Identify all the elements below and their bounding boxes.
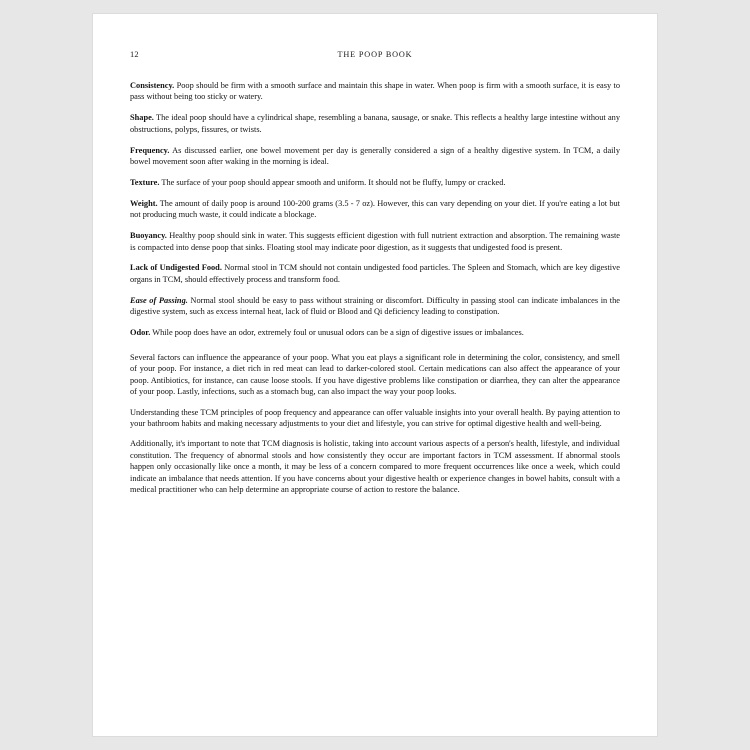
paragraph-holistic-diagnosis	[130, 438, 620, 495]
paragraph-lead-in: Buoyancy.	[130, 231, 167, 241]
paragraph-buoyancy	[130, 230, 620, 253]
page-number: 12	[130, 50, 139, 59]
paragraph-body: The surface of your poop should appear smooth and uniform. It should not be fluffy, lumpy or cracked.	[159, 177, 506, 187]
paragraph-frequency	[130, 145, 620, 168]
paragraph-lead-in: Frequency.	[130, 145, 170, 155]
paragraph-odor	[130, 327, 620, 338]
paragraph-shape	[130, 112, 620, 135]
paragraph-texture	[130, 177, 620, 188]
paragraph-lead-in: Consistency.	[130, 81, 175, 90]
paragraph-lead-in: Odor.	[130, 328, 151, 338]
paragraph-body: Normal stool in TCM should not contain undigested food particles. The Spleen and Stomach, which are key digestive organs in TCM, should effectively process and transform food.	[130, 263, 620, 284]
paragraph-body: As discussed earlier, one bowel movement per day is generally considered a sign of a healthy digestive system. In TCM, a daily bowel movement soon after waking in the morning is ideal.	[130, 145, 620, 167]
paragraph-lead-in: Weight.	[130, 198, 158, 208]
paragraph-lead-in: Texture.	[130, 177, 160, 187]
paragraph-weight	[130, 198, 620, 221]
paragraph-body: While poop does have an odor, extremely foul or unusual odors can be a sign of digestive issues or imbalances.	[150, 328, 524, 338]
paragraph-body: Healthy poop should sink in water. This suggests efficient digestion with full nutrient extraction and absorption. The remaining waste is compacted into dense poop that sinks. Floating stool may indicate poor digestion, as it suggests that undigested food is present.	[130, 231, 620, 252]
paragraph-lead-in: Ease of Passing.	[130, 295, 188, 305]
paragraph-body: Normal stool should be easy to pass without straining or discomfort. Difficulty in passing stool can indicate imbalances in the digestive system, such as excess internal heat, lack of fluid or Blood and Qi deficiency leading to constipation.	[130, 295, 620, 317]
paragraph-ease-of-passing	[130, 295, 620, 318]
paragraph-body: Several factors can influence the appearance of your poop. What you eat plays a significant role in determining the color, consistency, and smell of your poop. For instance, a diet rich in red meat can lead to darker-colored stool. Certain medications can also affect the appearance of your poop. Antibiotics, for instance, can cause loose stools. If you have digestive problems like constipation or diarrhea, they can alter the appearance of your poop. Lastly, infections, such as a stomach bug, can also impact the way your poop looks.	[130, 353, 620, 397]
paragraph-lack-of-undigested-food	[130, 262, 620, 285]
paragraph-influencing-factors	[130, 352, 620, 398]
book-title-header: THE POOP BOOK	[337, 50, 413, 59]
paragraph-body: The ideal poop should have a cylindrical shape, resembling a banana, sausage, or snake. This reflects a healthy large intestine without any obstructions, polyps, fissures, or twists.	[130, 113, 620, 134]
page-content-area	[130, 50, 620, 706]
paragraph-lead-in: Shape.	[130, 113, 154, 123]
paragraph-understanding-tcm	[130, 407, 620, 430]
paragraph-body: Poop should be firm with a smooth surface and maintain this shape in water. When poop is firm with a smooth surface, it is easy to pass without being too sticky or watery.	[130, 81, 620, 102]
running-header	[130, 50, 620, 72]
paragraph-body: The amount of daily poop is around 100-200 grams (3.5 - 7 oz). However, this can vary depending on your diet. If you're eating a lot but not producing much waste, it could indicate a blockage.	[130, 198, 620, 220]
paragraph-consistency	[130, 80, 620, 103]
body-text-column	[130, 80, 620, 495]
book-page	[93, 14, 657, 736]
paragraph-body: Understanding these TCM principles of poop frequency and appearance can offer valuable insights into your overall health. By paying attention to your bathroom habits and making necessary adjustments to your diet and lifestyle, you can strive for optimal digestive health and well-being.	[130, 407, 620, 429]
paragraph-lead-in: Lack of Undigested Food.	[130, 263, 222, 273]
paragraph-body: Additionally, it's important to note that TCM diagnosis is holistic, taking into account various aspects of a person's health, lifestyle, and individual constitution. The frequency of abnormal stools and how consistently they occur are important factors in TCM assessment. If abnormal stools happen only occasionally like once a month, it may be less of a concern compared to more frequent occurrences like once a week, which could indicate an imbalance that needs attention. If you have concerns about your digestive health or experience changes in bowel habits, consult with a medical practitioner who can help determine an appropriate course of action to restore the balance.	[130, 439, 620, 495]
